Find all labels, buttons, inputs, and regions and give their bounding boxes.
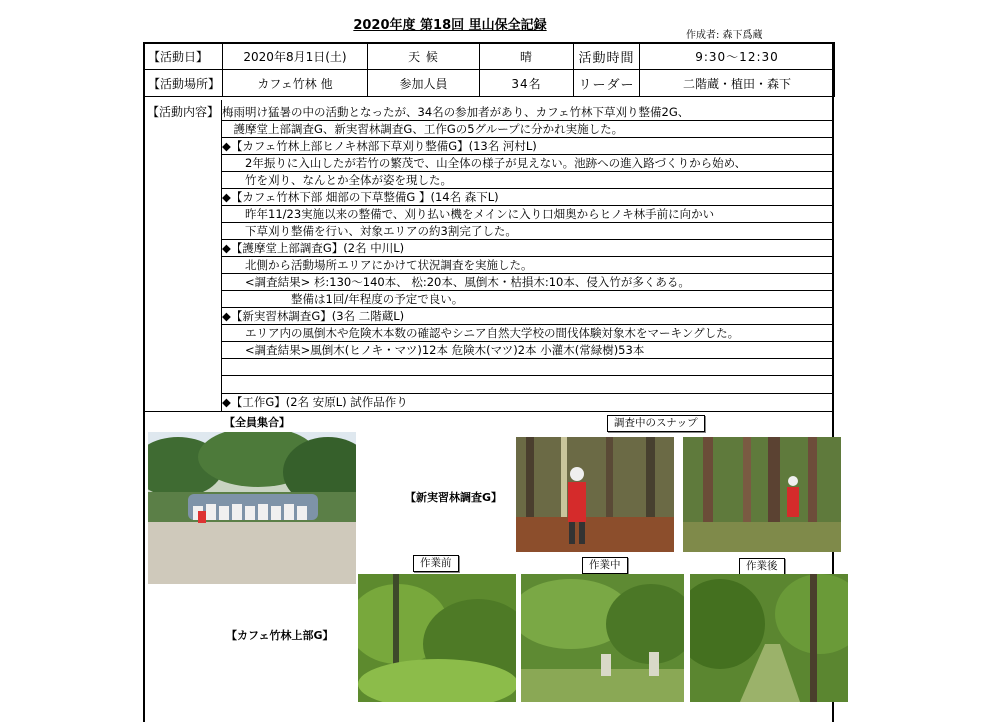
leader-label: リーダー: [574, 70, 640, 97]
header-table: [143, 42, 835, 97]
content-line: ◆【新実習林調査G】(3名 二階蔵L): [222, 308, 832, 325]
content-line: ◆【護摩堂上部調査G】(2名 中川L): [222, 240, 832, 257]
group-photo: [148, 432, 356, 584]
during-photo-image: [521, 574, 684, 702]
content-line: エリア内の風倒木や危険木本数の確認やシニア自然大学校の間伐体験対象木をマーキングした。: [222, 325, 832, 342]
survey-snapshot-caption: 調査中のスナップ: [607, 415, 705, 432]
before-photo-image: [358, 574, 516, 702]
content-line: [222, 376, 832, 394]
survey-photo-2-image: [683, 437, 841, 552]
content-line: <調査結果> 杉:130〜140本、 松:20本、風倒木・枯損木:10本、侵入竹が多くある。: [222, 274, 832, 291]
before-photo: [358, 574, 516, 702]
content-line: ◆【工作G】(2名 安原L) 試作品作り: [222, 395, 408, 409]
content-line: ◆【カフェ竹林上部ヒノキ林部下草刈り整備G】(13名 河村L): [222, 138, 832, 155]
content-line: 2年振りに入山したが若竹の繁茂で、山全体の様子が見えない。池跡への進入路づくりから始め、: [222, 155, 832, 172]
content-line: ◆【カフェ竹林下部 畑部の下草整備G 】(14名 森下L): [222, 189, 832, 206]
after-photo-image: [690, 574, 848, 702]
participants-label: 参加人員: [368, 70, 480, 97]
author-label: 作成者: 森下爲蔵: [686, 30, 763, 41]
page-title: 2020年度 第18回 里山保全記録: [353, 18, 547, 33]
survey-photo-1: [516, 437, 674, 552]
during-caption: 作業中: [582, 557, 628, 574]
date-value: 2020年8月1日(土): [223, 43, 368, 70]
header-row-1: [144, 43, 835, 70]
weather-value: 晴: [480, 43, 574, 70]
content-line: 下草刈り整備を行い、対象エリアの約3割完了した。: [222, 223, 832, 240]
survey-photo-2: [683, 437, 841, 552]
content-label: 【活動内容】: [147, 105, 220, 119]
place-value: カフェ竹林 他: [223, 70, 368, 97]
during-photo: [521, 574, 684, 702]
content-label-column: [145, 100, 222, 412]
content-line: <調査結果>風倒木(ヒノキ・マツ)12本 危険木(マツ)2本 小灌木(常緑樹)53本: [222, 342, 832, 359]
content-line: 昨年11/23実施以来の整備で、刈り払い機をメインに入り口畑奥からヒノキ林手前に向かい: [222, 206, 832, 223]
group-photo-caption: 【全員集合】: [224, 416, 290, 429]
date-label: 【活動日】: [144, 43, 223, 70]
before-caption: 作業前: [413, 555, 459, 572]
survey-photo-1-image: [516, 437, 674, 552]
section-divider: [145, 411, 834, 412]
content-line: 北側から活動場所エリアにかけて状況調査を実施した。: [222, 257, 832, 274]
time-value: 9:30〜12:30: [640, 43, 835, 70]
leader-value: 二階蔵・植田・森下: [640, 70, 835, 97]
time-label: 活動時間: [574, 43, 640, 70]
content-line: 整備は1回/年程度の予定で良い。: [222, 291, 832, 308]
after-caption: 作業後: [739, 558, 785, 575]
header-row-2: [144, 70, 835, 97]
survey-group-label: 【新実習林調査G】: [405, 491, 503, 504]
content-line: 梅雨明け猛暑の中の活動となったが、34名の参加者があり、カフェ竹林下草刈り整備2G、: [222, 104, 832, 121]
content-line: [222, 359, 832, 376]
participants-value: 34名: [480, 70, 574, 97]
after-photo: [690, 574, 848, 702]
content-line: 護摩堂上部調査G、新実習林調査G、工作Gの5グループに分かれ実施した。: [222, 121, 832, 138]
cafe-group-label: 【カフェ竹林上部G】: [226, 629, 334, 642]
weather-label: 天 候: [368, 43, 480, 70]
content-line: 竹を刈り、なんとか全体が姿を現した。: [222, 172, 832, 189]
group-photo-image: [148, 432, 356, 584]
place-label: 【活動場所】: [144, 70, 223, 97]
